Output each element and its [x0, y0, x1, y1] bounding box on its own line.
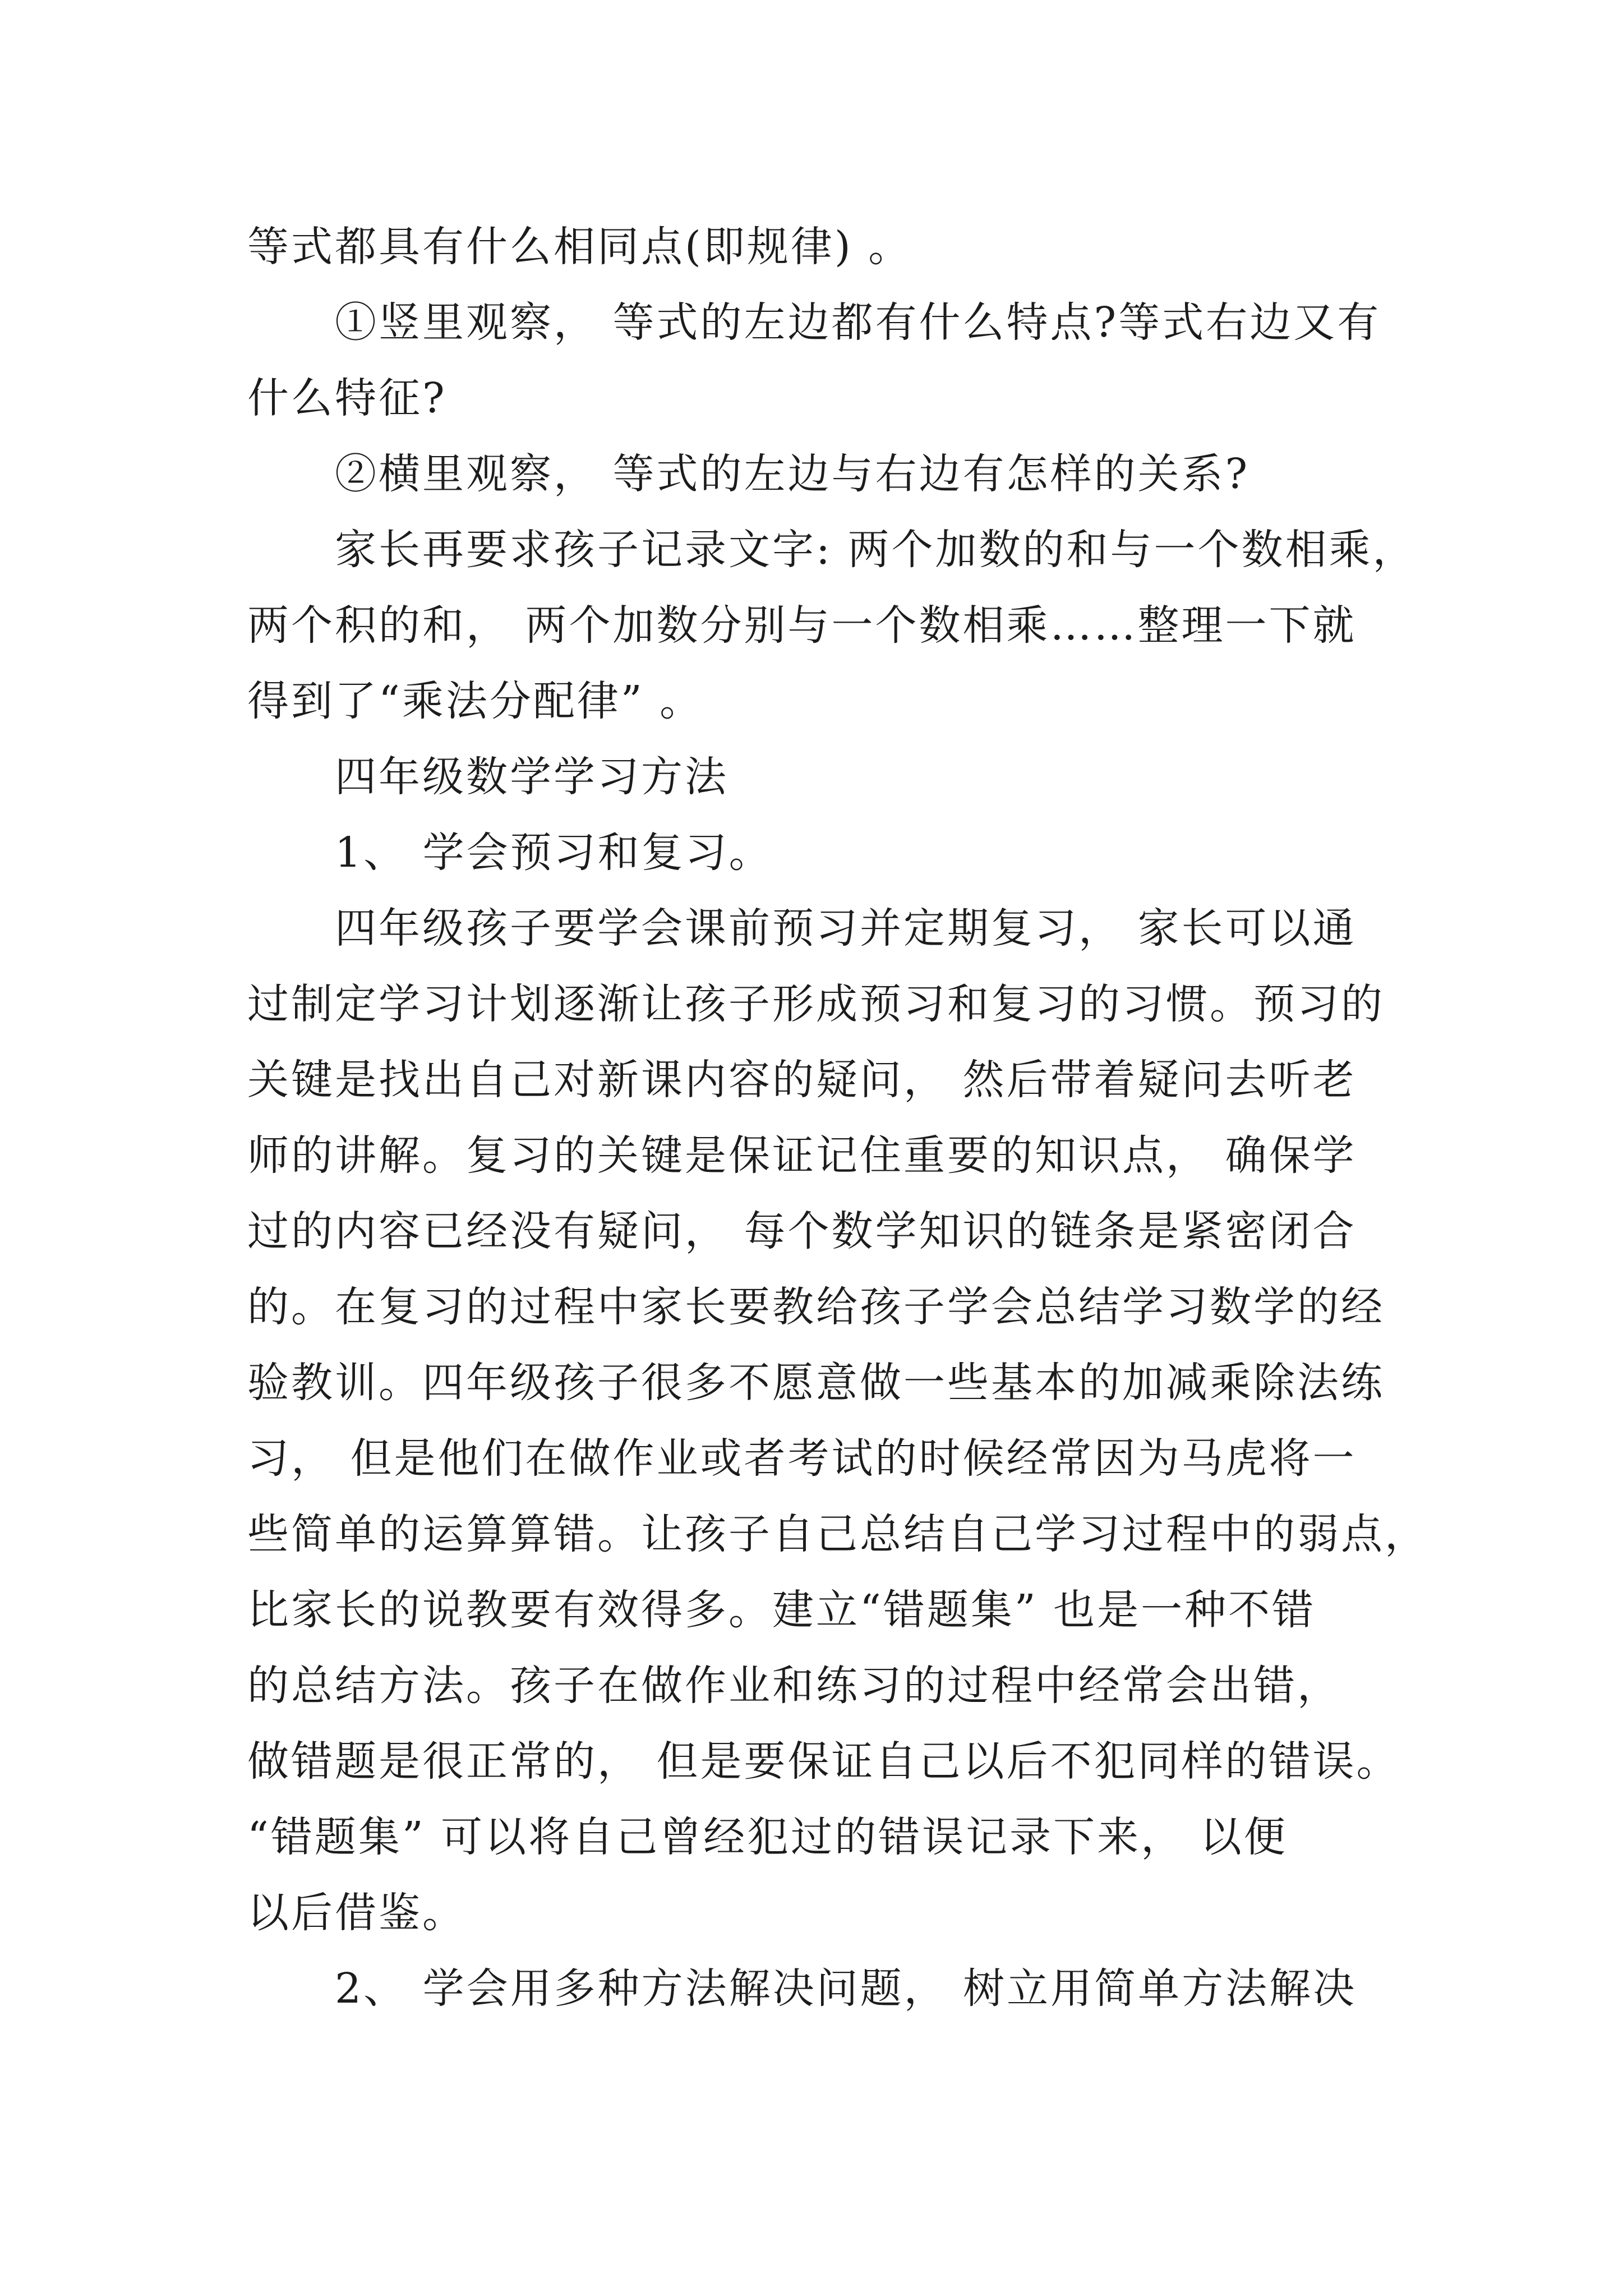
- text-line-3: 什么特征?: [247, 374, 447, 422]
- text-line-16: 验教训。四年级孩子很多不愿意做一些基本的加减乘除法练: [247, 1359, 1385, 1407]
- text-line-13: 师的讲解。复习的关键是保证记住重要的知识点， 确保学: [247, 1131, 1357, 1180]
- text-line-6: 两个积的和， 两个加数分别与一个数相乘……整理一下就: [247, 601, 1357, 650]
- section-heading: 四年级数学学习方法: [335, 753, 728, 801]
- text-line-11: 过制定学习计划逐渐让孩子形成预习和复习的习惯。预习的: [247, 980, 1385, 1028]
- text-line-5: 家长再要求孩子记录文字: 两个加数的和与一个数相乘，: [335, 526, 1417, 574]
- text-line-18: 些简单的运算算错。让孩子自己总结自己学习过程中的弱点，: [247, 1510, 1428, 1558]
- text-line-17: 习， 但是他们在做作业或者考试的时候经常因为马虎将一: [247, 1434, 1357, 1483]
- text-line-23: 以后借鉴。: [247, 1889, 466, 1937]
- text-line-20: 的总结方法。孩子在做作业和练习的过程中经常会出错，: [247, 1662, 1341, 1710]
- subheading-2: 2、 学会用多种方法解决问题， 树立用简单方法解决: [335, 1964, 1357, 2013]
- text-line-14: 过的内容已经没有疑问， 每个数学知识的链条是紧密闭合: [247, 1207, 1357, 1255]
- text-line-19: 比家长的说教要有效得多。建立“错题集” 也是一种不错: [247, 1586, 1316, 1634]
- text-line-7: 得到了“乘法分配律” 。: [247, 677, 704, 725]
- text-line-15: 的。在复习的过程中家长要教给孩子学会总结学习数学的经: [247, 1283, 1385, 1331]
- text-line-12: 关键是找出自己对新课内容的疑问， 然后带着疑问去听老: [247, 1056, 1357, 1104]
- text-line-21: 做错题是很正常的， 但是要保证自己以后不犯同样的错误。: [247, 1737, 1400, 1786]
- subheading-1: 1、 学会预习和复习。: [335, 829, 773, 877]
- text-line-2: ①竖里观察， 等式的左边都有什么特点?等式右边又有: [335, 298, 1381, 347]
- text-line-10: 四年级孩子要学会课前预习并定期复习， 家长可以通: [335, 904, 1357, 953]
- text-line-4: ②横里观察， 等式的左边与右边有怎样的关系?: [335, 450, 1250, 498]
- text-line-1: 等式都具有什么相同点(即规律) 。: [247, 223, 912, 271]
- text-line-22: “错题集” 可以将自己曾经犯过的错误记录下来， 以便: [247, 1813, 1288, 1861]
